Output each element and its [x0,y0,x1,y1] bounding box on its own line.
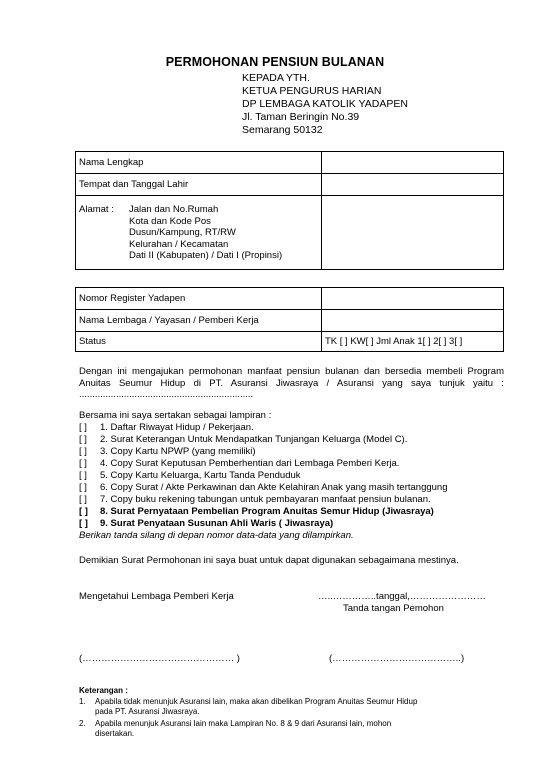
label-status: Status [76,332,322,352]
alamat-line-2: Kota dan Kode Pos [129,215,211,227]
field-nama-lengkap[interactable] [322,152,504,174]
instruction-text: Berikan tanda silang di depan nomor data-data yang dilampirkan. [79,530,354,541]
attachments-intro: Bersama ini saya sertakan sebagai lampiran : [79,410,272,421]
attachment-label-7: 7. Copy buku rekening tabungan untuk pembayaran manfaat pensiun bulanan. [100,494,431,505]
alamat-cell [76,196,322,270]
recipient-line-4: Jl. Taman Beringin No.39 [242,111,360,123]
institution-data-table [75,287,504,352]
checkbox-6[interactable]: [ ] [79,482,87,493]
label-alamat: Alamat : [79,204,114,215]
note-number-2: 2. [79,719,86,728]
label-nama-lengkap: Nama Lengkap [76,152,322,174]
alamat-line-3: Dusun/Kampung, RT/RW [129,227,236,238]
note-number-1: 1. [79,697,86,706]
attachment-label-4: 4. Copy Surat Keputusan Pemberhentian dari Lembaga Pemberi Kerja. [100,458,400,469]
checkbox-9[interactable]: [ ] [79,518,88,529]
status-options[interactable]: TK [ ] KW[ ] Jml Anak 1[ ] 2[ ] 3[ ] [322,332,504,352]
checkbox-4[interactable]: [ ] [79,458,87,469]
label-tempat-tanggal-lahir: Tempat dan Tanggal Lahir [76,174,322,196]
attachment-item-3[interactable] [79,446,256,458]
intro-paragraph: Dengan ini mengajukan permohonan manfaat pensiun bulanan dan bersedia membeli Program Anuitas Seumur Hidup di PT. Asuransi Jiwasraya / Asuransi yang saya tunjuk yaitu : .................................................................. [79,366,504,400]
checkbox-3[interactable]: [ ] [79,446,87,457]
checkbox-5[interactable]: [ ] [79,470,87,481]
note-1-line-1: Apabila tidak menunjuk Asuransi lain, maka akan dibelikan Program Anuitas Seumur Hidup [95,697,418,706]
personal-data-table [75,151,504,270]
attachment-item-5[interactable] [79,470,301,482]
attachment-label-9: 9. Surat Penyataan Susunan Ahli Waris ( Jiwasraya) [100,518,334,529]
checkbox-8[interactable]: [ ] [79,506,88,517]
recipient-line-5: Semarang 50132 [242,124,323,136]
recipient-line-3: DP LEMBAGA KATOLIK YADAPEN [242,98,408,110]
field-nama-lembaga[interactable] [322,310,504,332]
attachment-label-2: 2. Surat Keterangan Untuk Mendapatkan Tunjangan Keluarga (Model C). [100,434,408,445]
alamat-line-5: Dati II (Kabupaten) / Dati I (Propinsi) [129,250,283,261]
note-item-2 [79,719,391,739]
note-2-line-1: Apabila menunjuk Asuransi lain maka Lampiran No. 8 & 9 dari Asuransi lain, mohon [95,719,392,728]
attachment-label-6: 6. Copy Surat / Akte Perkawinan dan Akte Kelahiran Anak yang masih tertanggung [100,482,448,493]
label-nomor-register: Nomor Register Yadapen [76,288,322,310]
sign-date-line[interactable]: …..…………..tanggal,…………………… [318,591,486,602]
sign-left-label: Mengetahui Lembaga Pemberi Kerja [79,591,234,602]
notes-heading: Keterangan : [79,686,128,695]
recipient-line-2: KETUA PENGURUS HARIAN [242,85,382,97]
checkbox-7[interactable]: [ ] [79,494,87,505]
attachment-label-1: 1. Daftar Riwayat Hidup / Pekerjaan. [100,422,254,433]
label-nama-lembaga: Nama Lembaga / Yayasan / Pemberi Kerja [76,310,322,332]
recipient-line-1: KEPADA YTH. [242,72,310,84]
note-2-line-2: disertakan. [95,729,135,738]
alamat-line-1: Jalan dan No.Rumah [129,204,219,215]
field-alamat[interactable] [322,196,504,270]
attachment-item-9[interactable] [79,518,333,530]
page-title: PERMOHONAN PENSIUN BULANAN [165,55,385,69]
attachment-label-3: 3. Copy Kartu NPWP (yang memiliki) [100,446,256,457]
attachment-item-1[interactable] [79,422,254,434]
checkbox-2[interactable]: [ ] [79,434,87,445]
sign-right-name[interactable]: (…………………………………..) [329,653,465,664]
attachment-label-5: 5. Copy Kartu Keluarga, Kartu Tanda Penduduk [100,470,301,481]
attachment-item-2[interactable] [79,434,407,446]
field-nomor-register[interactable] [322,288,504,310]
attachment-item-8[interactable] [79,506,434,518]
note-item-1 [79,697,417,717]
field-tempat-tanggal-lahir[interactable] [322,174,504,196]
attachment-label-8: 8. Surat Pernyataan Pembelian Program Anuitas Semur Hidup (Jiwasraya) [100,506,434,517]
closing-paragraph: Demikian Surat Permohonan ini saya buat untuk dapat digunakan sebagaimana mestinya. [79,555,459,566]
attachment-item-4[interactable] [79,458,399,470]
note-1-line-2: pada PT. Asuransi Jiwasraya. [95,707,200,716]
sign-right-label: Tanda tangan Pemohon [343,603,444,614]
checkbox-1[interactable]: [ ] [79,422,87,433]
attachment-item-6[interactable] [79,482,448,494]
alamat-line-4: Kelurahan / Kecamatan [129,238,229,250]
attachment-item-7[interactable] [79,494,431,506]
sign-left-name[interactable]: (………………………………………… ) [79,653,240,664]
